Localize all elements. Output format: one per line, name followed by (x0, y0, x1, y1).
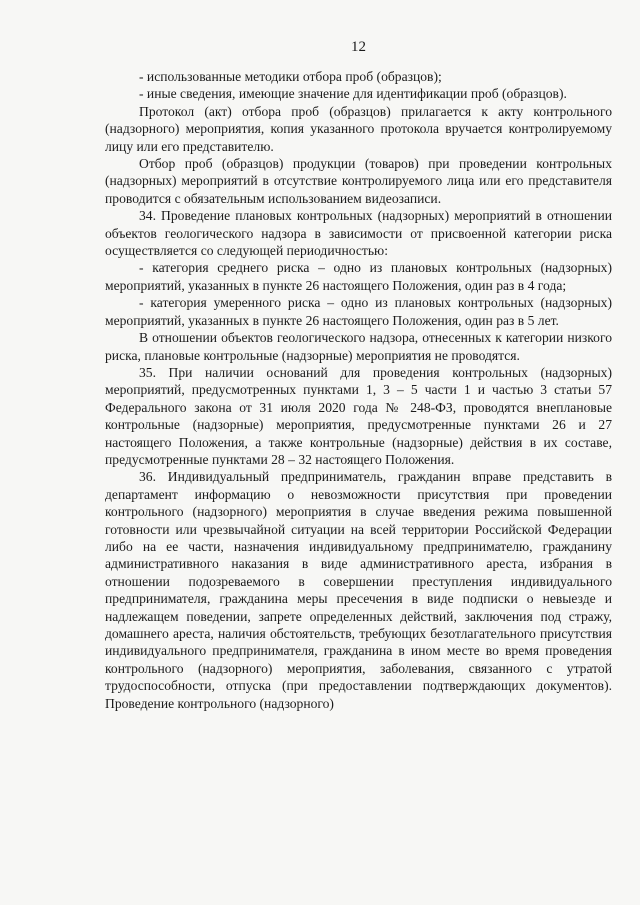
paragraph-sampling-methods: - использованные методики отбора проб (образцов); (139, 69, 442, 84)
paragraph-medium-risk: - категория среднего риска – одно из плановых контрольных (надзорных) мероприятий, указанных в пункте 26 настоящего Положения, один раз в 4 года; (105, 260, 612, 293)
paragraph-sampling-protocol: Протокол (акт) отбора проб (образцов) прилагается к акту контрольного (надзорного) мероприятия, копия указанного протокола вручается контролируемому лицу или его представителю. (105, 103, 612, 154)
page-number: 12 (351, 39, 366, 55)
paragraph-item-34: 34. Проведение плановых контрольных (надзорных) мероприятий в отношении объектов геологического надзора в зависимости от присвоенной категории риска осуществляется со следующей периодичностью: (105, 208, 612, 259)
document-body (105, 68, 612, 712)
paragraph-item-36: 36. Индивидуальный предприниматель, гражданин вправе представить в департамент информацию о невозможности присутствия при проведении контрольного (надзорного) мероприятия в случае введения режима повышенной готовности или чрезвычайной ситуации на всей территории Российской Федерации либо на ее части, назначения индивидуальному предпринимателю, гражданину административного наказания в виде административного ареста, избрания в отношении подозреваемого в совершении преступления индивидуального предпринимателя, гражданина меры пресечения в виде подписки о невыезде и надлежащем поведении, запрете определенных действий, заключения под стражу, домашнего ареста, наличия обстоятельств, требующих безотлагательного присутствия индивидуального предпринимателя, гражданина в ином месте во время проведения контрольного (надзорного) мероприятия, заболевания, связанного с утратой трудоспособности, отпуска (при предоставлении подтверждающих документов). Проведение контрольного (надзорного) (105, 469, 612, 711)
paragraph-other-info: - иные сведения, имеющие значение для идентификации проб (образцов). (139, 86, 567, 102)
paragraph-low-risk: В отношении объектов геологического надзора, отнесенных к категории низкого риска, плановые контрольные (надзорные) мероприятия не проводятся. (105, 330, 612, 363)
paragraph-moderate-risk: - категория умеренного риска – одно из плановых контрольных (надзорных) мероприятий, указанных в пункте 26 настоящего Положения, один раз в 5 лет. (105, 295, 612, 328)
paragraph-sampling-video: Отбор проб (образцов) продукции (товаров) при проведении контрольных (надзорных) мероприятий в отсутствие контролируемого лица или его представителя проводится с обязательным использованием видеозаписи. (105, 156, 612, 206)
paragraph-item-35: 35. При наличии оснований для проведения контрольных (надзорных) мероприятий, предусмотренных пунктами 1, 3 – 5 части 1 и частью 3 статьи 57 Федерального закона от 31 июля 2020 года № 248-ФЗ, проводятся внеплановые контрольные (надзорные) мероприятия, предусмотренные пунктами 26 и 27 настоящего Положения, а также контрольные (надзорные) действия в их составе, предусмотренные пунктами 28 – 32 настоящего Положения. (105, 364, 612, 467)
